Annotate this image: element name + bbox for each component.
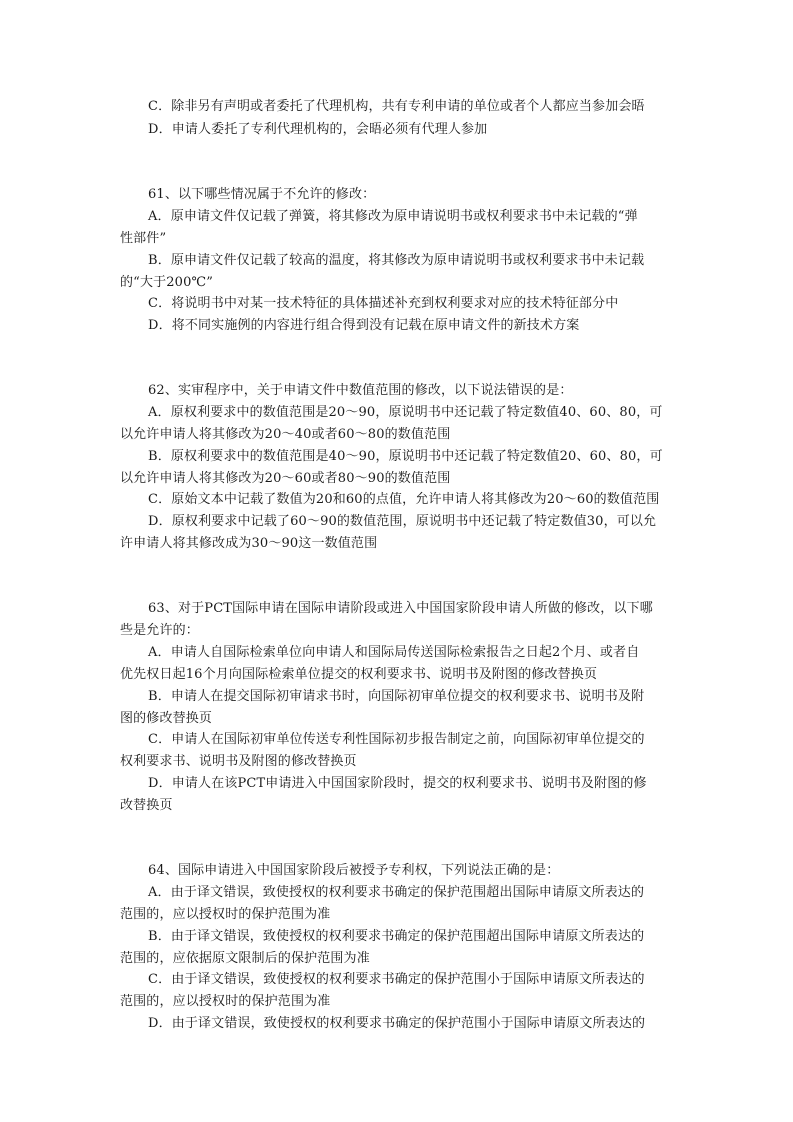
question-64-option-d: D．由于译文错误，致使授权的权利要求书确定的保护范围小于国际申请原文所表达的: [148, 1016, 646, 1031]
question-62-option-a: A．原权利要求中的数值范围是20～90，原说明书中还记载了特定数值40、60、80，可: [148, 405, 663, 420]
question-64-option-c: C．由于译文错误，致使授权的权利要求书确定的保护范围小于国际申请原文所表达的: [148, 972, 645, 987]
question-61-option-c: C．将说明书中对某一技术特征的具体描述补充到权利要求对应的技术特征部分中: [148, 296, 619, 311]
question-64-option-b-cont: 范围的，应依据原文限制后的保护范围为准: [120, 951, 370, 966]
question-64-option-b: B．由于译文错误，致使授权的权利要求书确定的保护范围超出国际申请原文所表达的: [148, 929, 645, 944]
question-62-option-d: D．原权利要求中记载了60～90的数值范围，原说明书中还记载了特定数值30，可以允: [148, 514, 657, 529]
question-61-option-a-cont: 性部件”: [120, 231, 167, 246]
question-62-option-a-cont: 以允许申请人将其修改为20～40或者60～80的数值范围: [120, 427, 451, 442]
question-63-option-c: C．申请人在国际初审单位传送专利性国际初步报告制定之前，向国际初审单位提交的: [148, 732, 645, 747]
question-64-option-a: A．由于译文错误，致使授权的权利要求书确定的保护范围超出国际申请原文所表达的: [148, 885, 645, 900]
question-64-option-c-cont: 范围的，应以授权时的保护范围为准: [120, 994, 331, 1009]
question-63-option-d: D．申请人在该PCT申请进入中国国家阶段时，提交的权利要求书、说明书及附图的修: [148, 776, 647, 791]
question-64-stem: 64、国际申请进入中国国家阶段后被授予专利权，下列说法正确的是：: [148, 863, 560, 878]
option-d-line: D．申请人委托了专利代理机构的，会晤必须有代理人参加: [148, 122, 488, 137]
question-63-stem: 63、对于PCT国际申请在国际申请阶段或进入中国国家阶段申请人所做的修改，以下哪: [148, 601, 653, 616]
question-62-option-d-cont: 许申请人将其修改成为30～90这一数值范围: [120, 536, 378, 551]
question-62-stem: 62、实审程序中，关于申请文件中数值范围的修改，以下说法错误的是：: [148, 383, 573, 398]
question-64-option-a-cont: 范围的，应以授权时的保护范围为准: [120, 907, 331, 922]
question-63-option-b: B．申请人在提交国际初审请求书时，向国际初审单位提交的权利要求书、说明书及附: [148, 689, 645, 704]
question-61-option-b-cont: 的“大于200℃”: [120, 275, 213, 290]
question-62-option-b: B．原权利要求中的数值范围是40～90，原说明书中还记载了特定数值20、60、80，可: [148, 449, 663, 464]
option-c-line: C．除非另有声明或者委托了代理机构，共有专利申请的单位或者个人都应当参加会晤: [148, 99, 645, 114]
question-62-option-c: C．原始文本中记载了数值为20和60的点值，允许申请人将其修改为20～60的数值范围: [148, 492, 660, 507]
question-61-stem: 61、以下哪些情况属于不允许的修改：: [148, 187, 376, 202]
question-63-stem-cont: 些是允许的：: [120, 623, 199, 638]
question-61-option-a: A．原申请文件仅记载了弹簧，将其修改为原申请说明书或权利要求书中未记载的“弹: [148, 209, 638, 224]
question-63-option-c-cont: 权利要求书、说明书及附图的修改替换页: [120, 754, 357, 769]
question-62-option-b-cont: 以允许申请人将其修改为20～60或者80～90的数值范围: [120, 471, 451, 486]
question-63-option-b-cont: 图的修改替换页: [120, 711, 213, 726]
question-61-option-d: D．将不同实施例的内容进行组合得到没有记载在原申请文件的新技术方案: [148, 318, 580, 333]
question-63-option-d-cont: 改替换页: [120, 798, 173, 813]
question-63-option-a: A．申请人自国际检索单位向申请人和国际局传送国际检索报告之日起2个月、或者自: [148, 645, 640, 660]
question-63-option-a-cont: 优先权日起16个月向国际检索单位提交的权利要求书、说明书及附图的修改替换页: [120, 667, 598, 682]
question-61-option-b: B．原申请文件仅记载了较高的温度，将其修改为原申请说明书或权利要求书中未记载: [148, 253, 645, 268]
